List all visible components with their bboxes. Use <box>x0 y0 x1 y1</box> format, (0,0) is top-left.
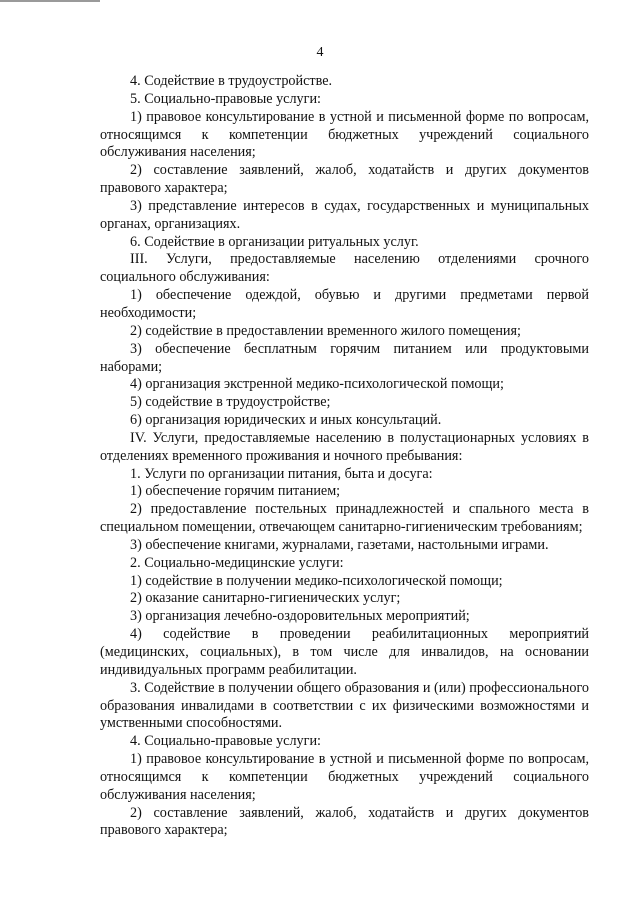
scan-edge-line <box>0 0 100 2</box>
paragraph: 2) составление заявлений, жалоб, ходатайств и других документов правового характера; <box>100 804 589 839</box>
paragraph: 1) обеспечение горячим питанием; <box>130 483 341 500</box>
paragraph: 5. Социально-правовые услуги: <box>130 90 321 107</box>
page-number: 4 <box>316 45 324 60</box>
paragraph: 5) содействие в трудоустройстве; <box>130 394 331 411</box>
paragraph: 4. Социально-правовые услуги: <box>130 733 321 750</box>
paragraph: 2) содействие в предоставлении временного жилого помещения; <box>130 322 521 339</box>
document-body <box>100 73 589 840</box>
paragraph: 4) содействие в проведении реабилитационных мероприятий (медицинских, социальных), в том числе для инвалидов, на основании индивидуальных программ реабилитации. <box>100 626 589 678</box>
paragraph: 2. Социально-медицинские услуги: <box>130 554 344 571</box>
paragraph: 4) организация экстренной медико-психологической помощи; <box>130 376 504 393</box>
paragraph: 2) предоставление постельных принадлежностей и спального места в специальном помещении, отвечающем санитарно-гигиеническим требованиям; <box>100 501 589 536</box>
paragraph: 6) организация юридических и иных консультаций. <box>130 412 442 429</box>
paragraph: 2) оказание санитарно-гигиенических услуг; <box>130 590 401 607</box>
paragraph: 3) организация лечебно-оздоровительных мероприятий; <box>130 608 470 625</box>
paragraph: 1. Услуги по организации питания, быта и досуга: <box>130 465 433 482</box>
paragraph: 1) обеспечение одеждой, обувью и другими предметами первой необходимости; <box>100 287 589 321</box>
paragraph: III. Услуги, предоставляемые населению отделениями срочного социального обслуживания: <box>100 251 589 286</box>
paragraph: 4. Содействие в трудоустройстве. <box>130 73 333 89</box>
paragraph: 3. Содействие в получении общего образования и (или) профессионального образования инвалидами в соответствии с их физическими возможностями и умственными способностями. <box>100 679 589 732</box>
paragraph: 3) представление интересов в судах, государственных и муниципальных органах, организациях. <box>100 197 589 232</box>
paragraph: 1) правовое консультирование в устной и письменной форме по вопросам, относящимся к компетенции бюджетных учреждений социального обслуживания населения; <box>100 751 589 803</box>
paragraph: 1) правовое консультирование в устной и письменной форме по вопросам, относящимся к компетенции бюджетных учреждений социального обслуживания населения; <box>100 108 589 161</box>
paragraph: 2) составление заявлений, жалоб, ходатайств и других документов правового характера; <box>100 162 589 197</box>
paragraph: 3) обеспечение книгами, журналами, газетами, настольными играми. <box>130 536 549 553</box>
paragraph: 3) обеспечение бесплатным горячим питанием или продуктовыми наборами; <box>100 340 589 375</box>
paragraph: 6. Содействие в организации ритуальных услуг. <box>130 233 419 250</box>
paragraph: IV. Услуги, предоставляемые населению в полустационарных условиях в отделениях временного проживания и ночного пребывания: <box>100 429 589 464</box>
paragraph: 1) содействие в получении медико-психологической помощи; <box>130 572 503 589</box>
